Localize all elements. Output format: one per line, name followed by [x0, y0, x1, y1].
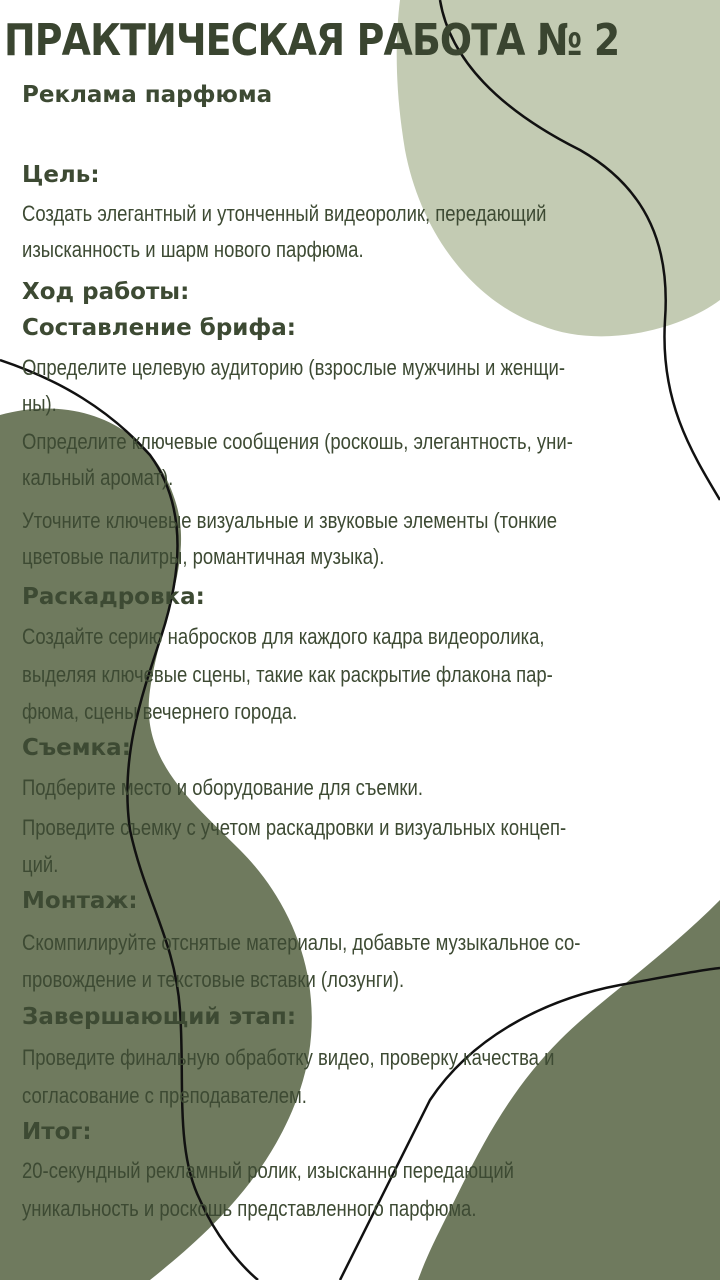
goal-heading: Цель: — [22, 162, 100, 188]
progress-heading: Ход работы: — [22, 279, 190, 305]
page-title: ПРАКТИЧЕСКАЯ РАБОТА № 2 — [4, 15, 620, 66]
shooting-line-3: ций. — [22, 852, 59, 877]
brief-line-2: ны). — [22, 391, 57, 416]
editing-line-1: Скомпилируйте отснятые материалы, добавьте музыкальное со- — [22, 930, 581, 955]
editing-heading: Монтаж: — [22, 888, 138, 914]
result-line-1: 20-секундный рекламный ролик, изысканно передающий — [22, 1158, 514, 1183]
final-stage-line-1: Проведите финальную обработку видео, проверку качества и — [22, 1045, 555, 1070]
shooting-line-2: Проведите съемку с учетом раскадровки и визуальных концеп- — [22, 815, 567, 840]
final-stage-line-2: согласование с преподавателем. — [22, 1083, 307, 1108]
brief-heading: Составление брифа: — [22, 315, 296, 341]
brief-line-3: Определите ключевые сообщения (роскошь, элегантность, уни- — [22, 429, 573, 454]
storyboard-line-2: выделяя ключевые сцены, такие как раскрытие флакона пар- — [22, 662, 553, 687]
goal-line-2: изысканность и шарм нового парфюма. — [22, 237, 364, 262]
result-line-2: уникальность и роскошь представленного парфюма. — [22, 1196, 477, 1221]
brief-line-1: Определите целевую аудиторию (взрослые мужчины и женщи- — [22, 355, 566, 380]
shooting-line-1: Подберите место и оборудование для съемки. — [22, 775, 423, 800]
brief-line-4: кальный аромат). — [22, 465, 174, 490]
goal-line-1: Создать элегантный и утонченный видеоролик, передающий — [22, 201, 547, 226]
brief-line-5: Уточните ключевые визуальные и звуковые элементы (тонкие — [22, 508, 558, 533]
shooting-heading: Съемка: — [22, 735, 131, 761]
final-stage-heading: Завершающий этап: — [22, 1004, 297, 1030]
page-subtitle: Реклама парфюма — [22, 82, 273, 108]
editing-line-2: провождение и текстовые вставки (лозунги). — [22, 967, 405, 992]
brief-line-6: цветовые палитры, романтичная музыка). — [22, 544, 385, 569]
storyboard-heading: Раскадровка: — [22, 584, 205, 610]
storyboard-line-3: фюма, сцены вечернего города. — [22, 699, 298, 724]
storyboard-line-1: Создайте серию набросков для каждого кадра видеоролика, — [22, 624, 545, 649]
result-heading: Итог: — [22, 1119, 92, 1145]
